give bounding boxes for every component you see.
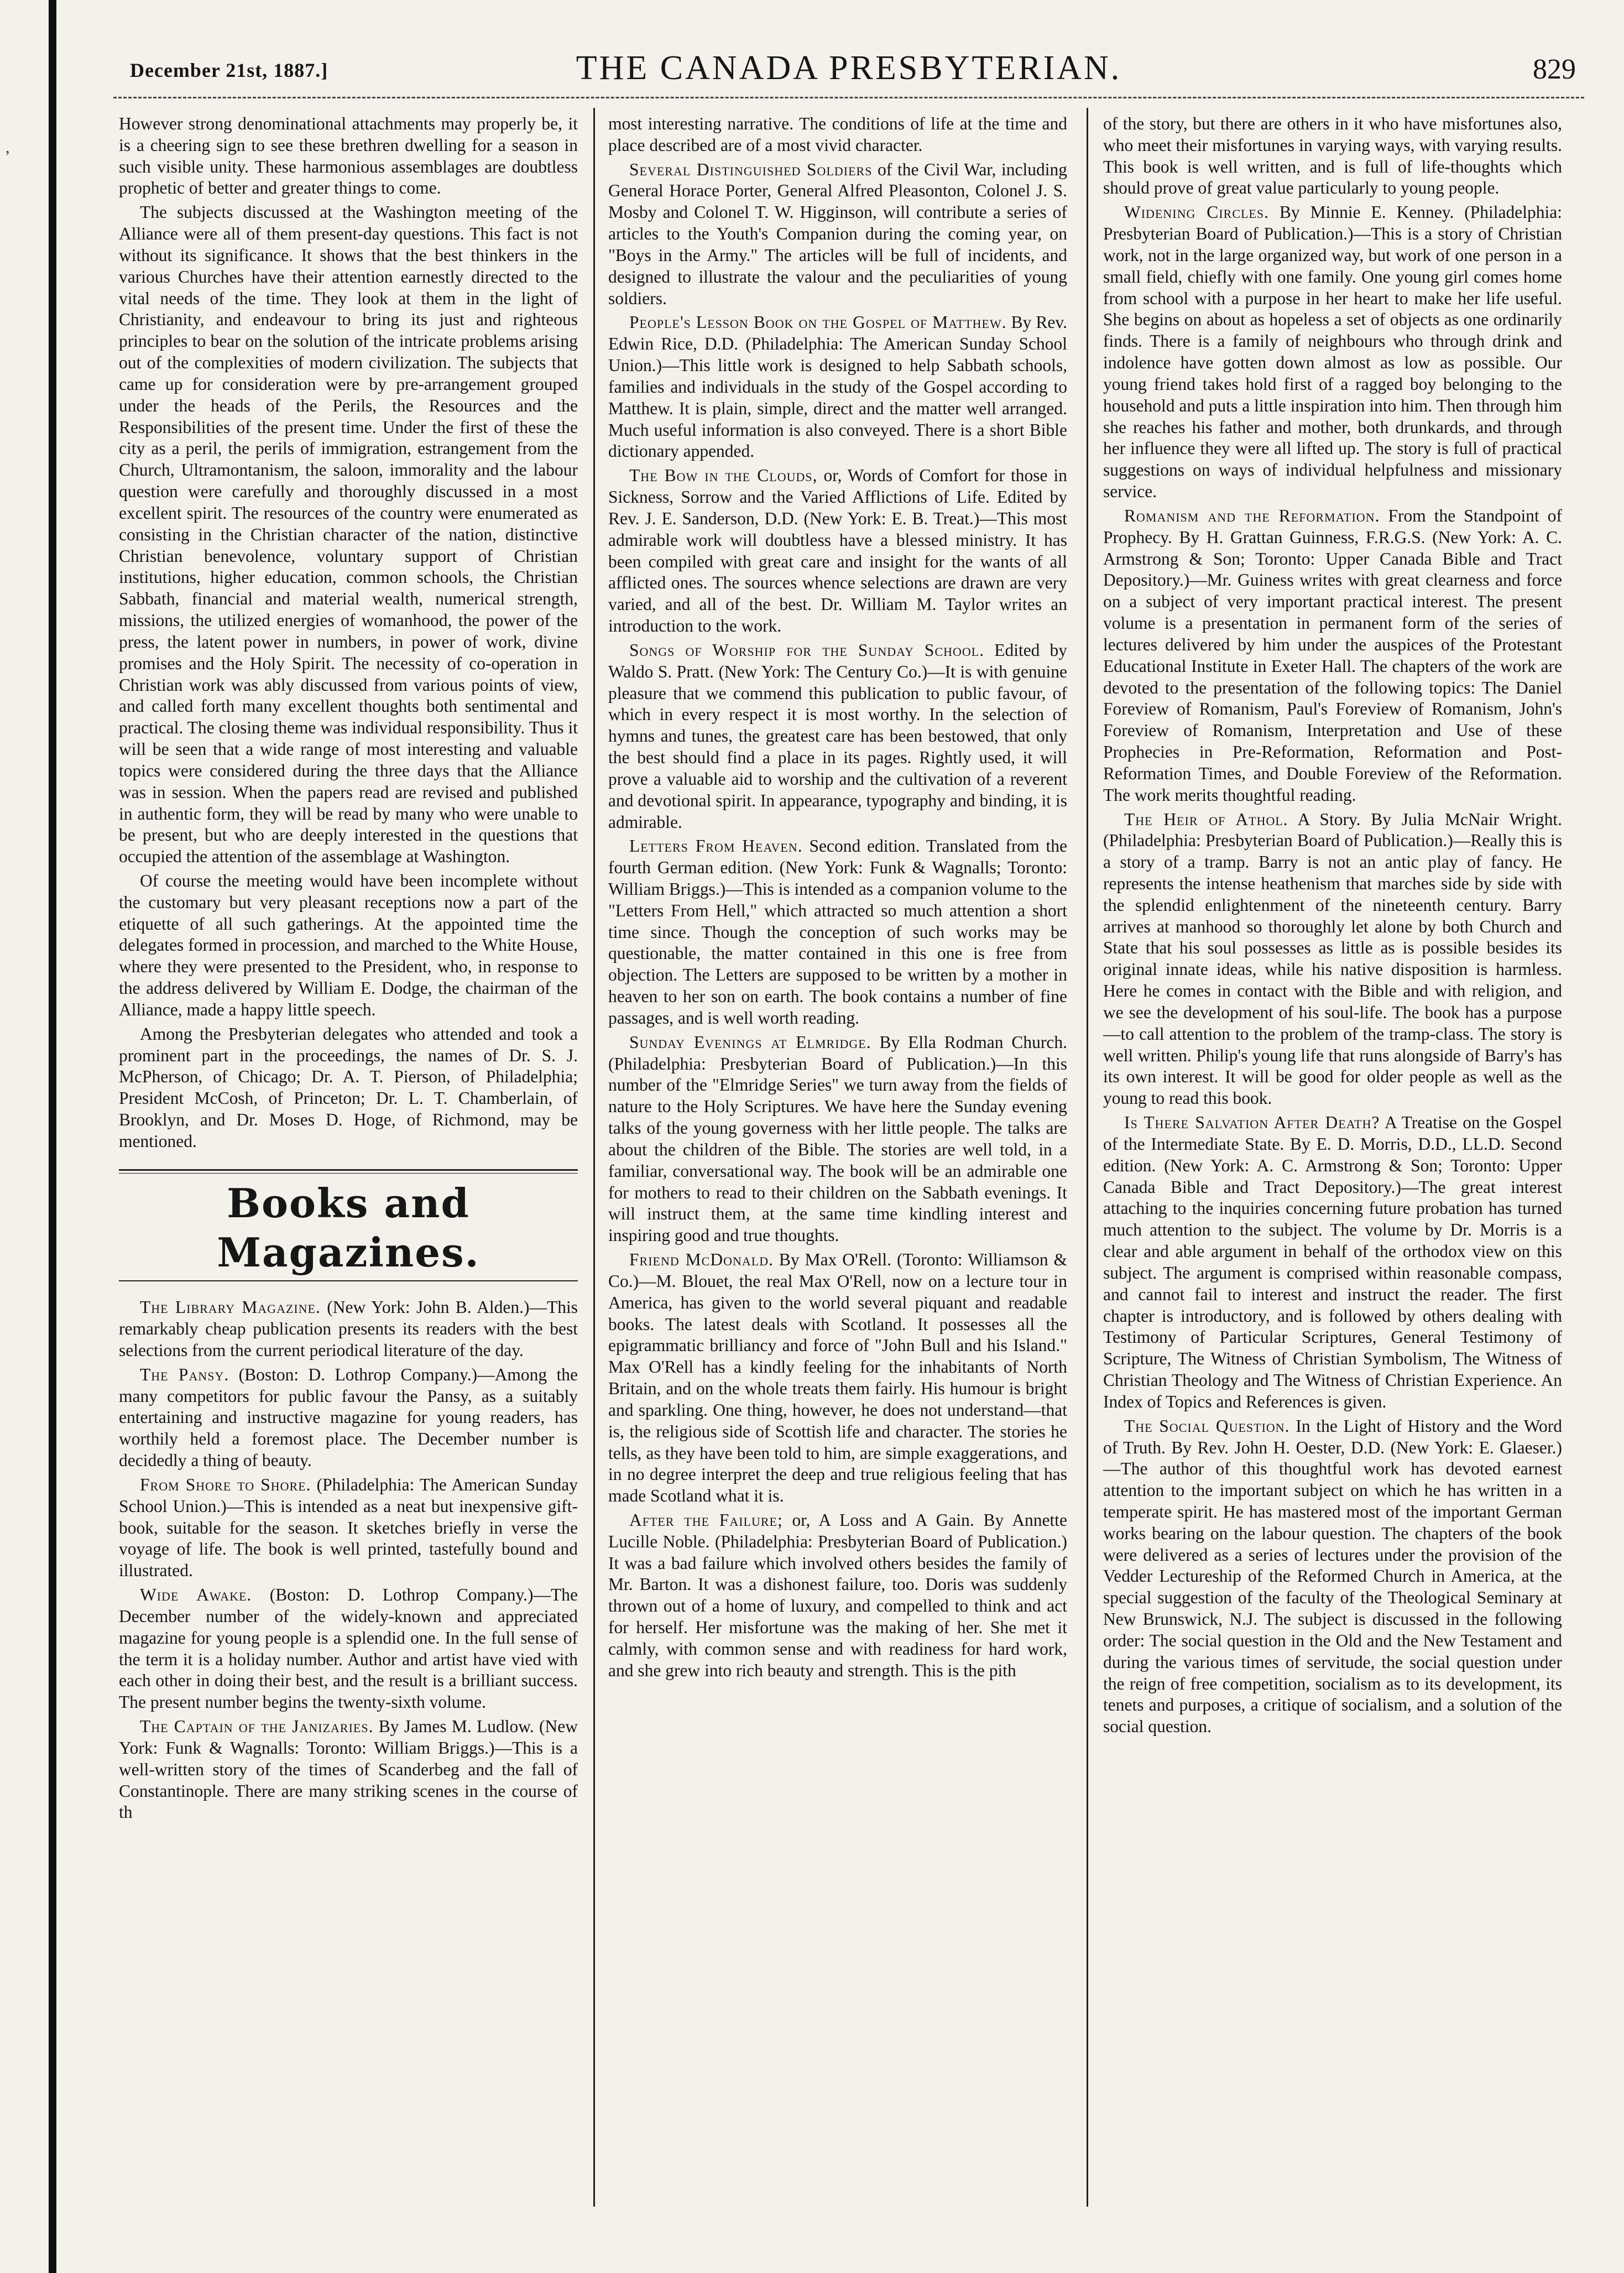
column-rule-2 xyxy=(1087,108,1088,2207)
column-1 xyxy=(119,113,578,1826)
review-entry xyxy=(119,1584,578,1713)
review-title: The Social Question. xyxy=(1124,1416,1290,1436)
review-title: People's Lesson Book on the Gospel of Matthew. xyxy=(629,312,1007,332)
review-body: (Philadelphia: The American Sunday School Union.)—This is intended as a neat but inexpensive gift-book, suitable for the season. It sketches briefly in verse the voyage of life. The book is well printed, tastefully bound and illustrated. xyxy=(119,1474,578,1581)
review-title: The Heir of Athol. xyxy=(1124,809,1288,829)
review-title: The Pansy. xyxy=(140,1364,229,1384)
review-body: By James M. Ludlow. (New York: Funk & Wagnalls: Toronto: William Briggs.)—This is a well-written story of the times of Scanderbeg and the fall of Constantinople. There are many striking scenes in the course of th xyxy=(119,1717,578,1822)
review-entry xyxy=(608,312,1067,462)
review-entry xyxy=(608,640,1067,833)
column-rule-1 xyxy=(593,108,595,2207)
review-entry xyxy=(119,1297,578,1361)
page-number: 829 xyxy=(1533,54,1576,85)
publication-title: THE CANADA PRESBYTERIAN. xyxy=(576,49,1122,87)
paragraph: most interesting narrative. The conditions of life at the time and place described are of a most vivid character. xyxy=(608,114,1067,155)
section-rule xyxy=(119,1169,578,1174)
paragraph: Among the Presbyterian delegates who attended and took a prominent part in the proceedings, the names of Dr. S. J. McPherson, of Chicago; Dr. A. T. Pierson, of Philadelphia; President McCosh, of Princeton; Dr. L. T. Chamberlain, of Brooklyn, and Dr. Moses D. Hoge, of Richmond, may be mentioned. xyxy=(119,1024,578,1151)
column-3 xyxy=(1103,113,1562,1740)
review-entry xyxy=(608,159,1067,310)
masthead-rule xyxy=(113,97,1584,98)
review-body: Edited by Waldo S. Pratt. (New York: The Century Co.)—It is with genuine pleasure that we commend this publication to public favour, of which in every respect it is most worthy. In the selection of hymns and tunes, the greatest care has been bestowed, that only the best should find a place in its pages. Rightly used, it will prove a valuable aid to worship and the cultivation of a reverent and devotional spirit. In appearance, typography and binding, it is admirable. xyxy=(608,640,1068,832)
review-body: (Boston: D. Lothrop Company.)—The December number of the widely-known and appreciated magazine for young people is a splendid one. In the full sense of the term it is a holiday number. Author and artist have vied with each other in doing their best, and the result is a brilliant success. The present number begins the twenty-sixth volume. xyxy=(119,1585,578,1712)
review-entry xyxy=(1103,809,1562,1110)
paragraph: The subjects discussed at the Washington meeting of the Alliance were all of them present-day questions. This fact is not without its significance. It shows that the best thinkers in the various Churches have their attention earnestly directed to the vital needs of the time. They look at them in the light of Christianity, and endeavour to bring its just and righteous principles to bear on the solution of the intricate problems arising out of the complexities of modern civilization. The subjects that came up for consideration were by pre-arrangement grouped under the heads of the Perils, the Resources and the Responsibilities of the present time. Under the first of these the city as a peril, the perils of immigration, estrangement from the Church, Ultramontanism, the saloon, immorality and the labour question were carefully and thoroughly discussed in a most excellent spirit. The resources of the country were enumerated as consisting in the Christian character of the nation, distinctive Christian benevolence, voluntary support of Christian institutions, higher education, common schools, the Christian Sabbath, financial and material wealth, numerical strength, missions, the utilized energies of womanhood, the power of the press, the latent power in numbers, in power of work, divine promises and the Holy Spirit. The necessity of co-operation in Christian work was ably discussed from various points of view, and called forth many excellent thoughts both sentimental and practical. The closing theme was individual responsibility. Thus it will be seen that a wide range of most interesting and valuable topics were considered during the three days that the Alliance was in session. When the papers read are revised and published in authentic form, they will be read by many who were unable to be present, but who are deeply interested in the questions that occupied the attention of the assemblage at Washington. xyxy=(119,202,578,867)
column-2 xyxy=(608,113,1067,1685)
paragraph: of the story, but there are others in it who have misfortunes also, who meet their misfortunes in varying ways, with varying results. This book is well written, and is full of life-thoughts which should prove of great value particularly to young people. xyxy=(1103,114,1562,198)
review-title: Songs of Worship for the Sunday School. xyxy=(629,640,985,660)
review-entry xyxy=(1103,202,1562,503)
review-body: A Treatise on the Gospel of the Intermediate State. By E. D. Morris, D.D., LL.D. Second edition. (New York: A. C. Armstrong & Son; Toronto: Upper Canada Bible and Tract Depository.)—The great interest attaching to the inquiries concerning future probation has turned much attention to the subject. The volume by Dr. Morris is a clear and able argument in behalf of the orthodox view on this subject. The argument is comprised within reasonable compass, and cannot fail to interest and instruct the reader. The first chapter is introductory, and is followed by others dealing with Testimony of Particular Scriptures, General Testimony of Scripture, The Witness of Christian Symbolism, The Witness of Christian Theology and The Witness of Christian Experience. An Index of Topics and References is given. xyxy=(1103,1113,1562,1411)
section-heading: Books and Magazines. xyxy=(217,1179,480,1276)
review-body: From the Standpoint of Prophecy. By H. Grattan Guinness, F.R.G.S. (New York: A. C. Armstrong & Son; Toronto: Upper Canada Bible and Tract Depository.)—Mr. Guiness writes with great clearness and force on a subject of very important practical interest. The present volume is a presentation in permanent form of the series of lectures delivered by him under the auspices of the Protestant Educational Institute in Exeter Hall. The chapters of the work are devoted to the presentation of the following topics: The Daniel Foreview of Romanism, Paul's Foreview of Romanism, John's Foreview of Romanism, Interpretation and Use of these Prophecies in Pre-Reformation, Reformation and Post-Reformation Times, and Double Foreview of the Reformation. The work merits thoughtful reading. xyxy=(1103,505,1563,805)
review-body: (Boston: D. Lothrop Company.)—Among the many competitors for public favour the Pansy, as a suitably entertaining and instructive magazine for young readers, has worthily held a foremost place. The December number is decidedly a thing of beauty. xyxy=(119,1364,578,1471)
review-entry xyxy=(119,1474,578,1582)
review-title: After the Failure; xyxy=(629,1510,783,1530)
review-body: of the Civil War, including General Horace Porter, General Alfred Pleasonton, Colonel J. S. Mosby and Colonel T. W. Higginson, will contribute a series of articles to the Youth's Companion during the coming year, on "Boys in the Army." The articles will be full of incidents, and designed to illustrate the valour and the peculiarities of young soldiers. xyxy=(608,159,1068,308)
review-title: Widening Circles. xyxy=(1124,202,1269,222)
review-entry xyxy=(119,1364,578,1472)
review-title: The Captain of the Janizaries. xyxy=(140,1717,374,1737)
review-title: From Shore to Shore. xyxy=(140,1474,311,1494)
margin-marks: , xyxy=(6,138,10,157)
review-title: The Library Magazine. xyxy=(140,1297,321,1317)
review-entry xyxy=(1103,1416,1562,1738)
review-entry xyxy=(608,1510,1067,1682)
binding-edge-rule xyxy=(49,0,56,2273)
review-title: Friend McDonald. xyxy=(629,1250,774,1270)
masthead xyxy=(113,43,1584,96)
review-entry xyxy=(608,1032,1067,1247)
review-body: In the Light of History and the Word of Truth. By Rev. John H. Oester, D.D. (New York: E. Glaeser.)—The author of this thoughtful work has devoted earnest attention to the important subject on which he has written in a temperate spirit. He has mastered most of the important German works bearing on the labour question. The chapters of the book were delivered as a series of lectures under the provision of the Vedder Lectureship of the Reformed Church in America, at the special suggestion of the faculty of the Theological Seminary at New Brunswick, N.J. The subject is discussed in the following order: The social question in the Old and the New Testament and during the various times of servitude, the social question under the reign of free competition, socialism as to its development, its tenets and purposes, a critique of socialism, and a solution of the social question. xyxy=(1103,1416,1562,1737)
review-body: or, A Loss and A Gain. By Annette Lucille Noble. (Philadelphia: Presbyterian Board of Publication.) It was a bad failure which involved others besides the family of Mr. Barton. It was a dishonest failure, too. Doris was suddenly thrown out of a home of luxury, and compelled to think and act for herself. Her misfortune was the making of her. She met it calmly, with common sense and with readiness for hard work, and she grew into rich beauty and strength. This is the pith xyxy=(608,1510,1068,1680)
issue-date: December 21st, 1887.] xyxy=(130,59,328,81)
review-entry xyxy=(608,836,1067,1029)
review-title: Wide Awake. xyxy=(140,1585,252,1605)
review-entry xyxy=(608,1249,1067,1507)
review-title: Is There Salvation After Death? xyxy=(1124,1113,1380,1133)
review-entry xyxy=(1103,505,1562,806)
review-title: Letters From Heaven. xyxy=(629,836,803,856)
review-body: Second edition. Translated from the fourth German edition. (New York: Funk & Wagnalls; Toronto: William Briggs.)—This is intended as a companion volume to the "Letters From Hell," which attracted so much attention a short time since. Though the conception of such works may be questionable, the matter contained in this one is free from objection. The Letters are supposed to be written by a mother in heaven to her son on earth. The book contains a number of fine passages, and is well worth reading. xyxy=(608,836,1068,1028)
review-body: By Max O'Rell. (Toronto: Williamson & Co.)—M. Blouet, the real Max O'Rell, now on a lecture tour in America, has given to the world several piquant and readable books. The latest deals with Scotland. It possesses all the epigrammatic brilliancy and force of "John Bull and his Island." Max O'Rell has a kindly feeling for the inhabitants of North Britain, and on the whole treats them fairly. His humour is bright and sparkling. One thing, however, he does not understand—that is, the religious side of Scottish life and character. The stories he tells, as they have been told to him, are simple exaggerations, and in no degree interpret the deep and true religious feeling that has made Scotland what it is. xyxy=(608,1250,1068,1506)
review-body: By Rev. Edwin Rice, D.D. (Philadelphia: The American Sunday School Union.)—This little work is designed to help Sabbath schools, families and individuals in the study of the Gospel according to Matthew. It is plain, simple, direct and the matter well arranged. Much useful information is also conveyed. There is a short Bible dictionary appended. xyxy=(608,312,1067,461)
review-title: The Bow in the Clouds, xyxy=(629,466,818,486)
paragraph: However strong denominational attachments may properly be, it is a cheering sign to see these brethren dwelling for a season in such visible unity. These harmonious assemblages are doubtless prophetic of better and greater things to come. xyxy=(119,114,578,198)
review-body: By Minnie E. Kenney. (Philadelphia: Presbyterian Board of Publication.)—This is a story of Christian work, not in the large organized way, but work of one person in a small field, chiefly with one family. One young girl comes home from school with a purpose in her heart to make her life useful. She begins on about as hopeless a set of objects as one ordinarily finds. There is a family of neighbours who through drink and indolence have gotten down almost as low as possible. Our young friend takes hold first of a ragged boy belonging to the household and puts a little inspiration into him. Then through him she reaches his father and mother, both drunkards, and through her influence they were all lifted up. The story is full of practical suggestions on ways of individual helpfulness and missionary service. xyxy=(1103,202,1563,502)
review-title: Several Distinguished Soldiers xyxy=(629,159,873,179)
review-title: Sunday Evenings at Elmridge. xyxy=(629,1032,871,1052)
review-title: Romanism and the Reformation. xyxy=(1124,505,1380,525)
review-entry xyxy=(608,465,1067,637)
review-body: A Story. By Julia McNair Wright. (Philadelphia: Presbyterian Board of Publication.)—Really this is a story of a tramp. Barry is not an antic play of fancy. He represents the intense heathenism that marches side by side with the splendid enlightenment of the nineteenth century. Barry arrives at manhood so thoroughly let alone by both Church and State that his soul possesses as little as is possible besides its original innate ideas, while his native disposition is harmless. Here he comes in contact with the Bible and with religion, and we see the development of his soul-life. The book has a purpose—to call attention to the problem of the tramp-class. The story is well written. Philip's young life that runs alongside of Barry's has its own interest. It will be good for older people as well as the young to read this book. xyxy=(1103,809,1562,1108)
review-body: (New York: John B. Alden.)—This remarkably cheap publication presents its readers with the best selections from the current periodical literature of the day. xyxy=(119,1297,578,1360)
review-body: By Ella Rodman Church. (Philadelphia: Presbyterian Board of Publication.)—In this number of the "Elmridge Series" we turn away from the fields of nature to the Holy Scriptures. We have here the Sunday evening talks of the young governess with her little people. The talks are about the children of the Bible. The stories are well told, in a familiar, conversational way. The book will be an admirable one for mothers to read to their children on the Sabbath evenings. It will instruct them, at the same time kindling interest and inspiring good and true thoughts. xyxy=(608,1032,1067,1245)
review-entry xyxy=(1103,1112,1562,1413)
section-rule xyxy=(119,1280,578,1281)
review-body: or, Words of Comfort for those in Sickness, Sorrow and the Varied Afflictions of Life. Edited by Rev. J. E. Sanderson, D.D. (New York: E. B. Treat.)—This most admirable work will doubtless have a blessed ministry. It has been compiled with great care and insight for the wants of all afflicted ones. The sources whence selections are drawn are very varied, and all of the best. Dr. William M. Taylor writes an introduction to the work. xyxy=(608,466,1068,636)
review-entry xyxy=(119,1716,578,1823)
paragraph: Of course the meeting would have been incomplete without the customary but very pleasant receptions now a part of the etiquette of all such gatherings. At the appointed time the delegates formed in procession, and marched to the White House, where they were presented to the President, who, in response to the address delivered by William E. Dodge, the chairman of the Alliance, made a happy little speech. xyxy=(119,870,578,1019)
